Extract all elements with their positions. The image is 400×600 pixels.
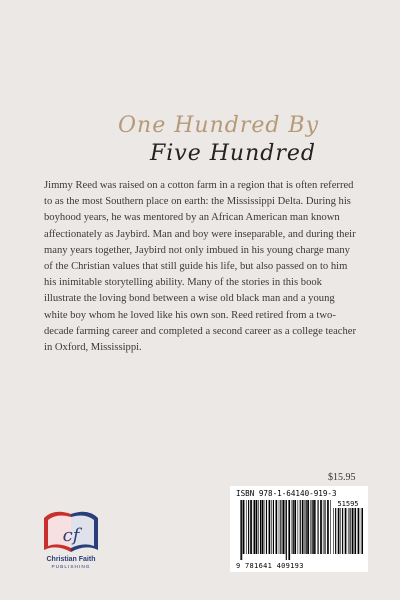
barcode-bar — [279, 500, 280, 554]
barcode-bar — [340, 508, 341, 554]
barcode-bar — [320, 500, 322, 554]
barcode-bar — [241, 500, 242, 560]
barcode-bar — [354, 508, 355, 554]
barcode-bar — [327, 500, 329, 554]
barcode-bar — [293, 500, 294, 554]
barcode-bar — [280, 500, 281, 554]
barcode-bar — [250, 500, 252, 554]
barcode-bar — [318, 500, 319, 554]
barcode-bar — [352, 508, 354, 554]
barcode-bar — [312, 500, 313, 554]
publisher-name: Christian Faith — [46, 556, 96, 563]
barcode-bar — [285, 500, 286, 554]
barcode-bar — [246, 500, 247, 554]
isbn-text: ISBN 978-1-64140-919-3 — [236, 489, 337, 498]
barcode-addon-bars — [333, 508, 363, 560]
logo-letters: cf — [62, 525, 80, 546]
barcode-bar — [350, 508, 351, 554]
publisher-subtitle: PUBLISHING — [51, 565, 91, 570]
barcode-bar — [310, 500, 311, 554]
price-label: $15.95 — [328, 472, 356, 483]
barcode-bar — [313, 500, 315, 554]
barcode-bar — [262, 500, 264, 554]
back-cover-blurb: Jimmy Reed was raised on a cotton farm in a region that is often referred to as the most Southern place on earth: the Mississippi Delta. During his boyhood years, he was mentored by an African American man known affectionately as Jaybird. Man and boy were inseparable, and during their many years together, Jaybird not only imbued in his young charge many of the Christian values that still guide his life, but also passed on to him his inimitable storytelling ability. Many of the stories in this book illustrate the loving bond between a wise old black man and a young white boy whom he loved like his own son. Reed retired from a two-decade farming career and completed a second career as a college teacher in Oxford, Mississippi. — [44, 180, 357, 354]
barcode-bar — [288, 500, 290, 560]
barcode-bar — [269, 500, 271, 554]
barcode-bar — [362, 508, 363, 554]
barcode-bar — [330, 500, 331, 554]
barcode-bar — [240, 500, 241, 560]
barcode-bar — [306, 500, 307, 554]
barcode-bar — [282, 500, 284, 554]
barcode-bar — [294, 500, 296, 554]
barcode-bar — [335, 508, 336, 554]
barcode-bar — [254, 500, 255, 554]
barcode-bar — [292, 500, 293, 554]
barcode-bar — [253, 500, 254, 554]
barcode-bar — [264, 500, 265, 554]
barcode-bar — [300, 500, 301, 554]
barcode-bar — [358, 508, 360, 554]
barcode-bar — [338, 508, 340, 554]
barcode-bar — [298, 500, 299, 554]
barcode-main-bars — [240, 500, 332, 560]
barcode-bar — [345, 508, 347, 554]
barcode-bar — [248, 500, 249, 554]
barcode-bar — [271, 500, 272, 554]
barcode-bar — [361, 508, 362, 554]
barcode-addon-digits: 51595 — [337, 500, 359, 508]
barcode-bar — [348, 508, 349, 554]
barcode-bar — [324, 500, 325, 554]
barcode-bar — [305, 500, 306, 554]
barcode-ean-digits: 9 781641 409193 — [236, 562, 304, 570]
barcode-bar — [286, 500, 287, 560]
barcode-bar — [355, 508, 356, 554]
barcode-bar — [256, 500, 258, 554]
barcode-bar — [315, 500, 316, 554]
barcode-bar — [243, 500, 245, 554]
title-line-2: Five Hundred — [150, 141, 316, 166]
title-line-1: One Hundred By — [118, 113, 320, 138]
barcode-bar — [266, 500, 267, 554]
barcode-bar — [260, 500, 261, 554]
barcode-bar — [276, 500, 278, 554]
barcode-bar — [323, 500, 324, 554]
barcode-bar — [333, 508, 334, 554]
barcode-bar — [307, 500, 309, 554]
barcode-bar — [342, 508, 343, 554]
barcode-bar — [258, 500, 259, 554]
barcode-bar — [273, 500, 274, 554]
barcode-bar — [302, 500, 304, 554]
